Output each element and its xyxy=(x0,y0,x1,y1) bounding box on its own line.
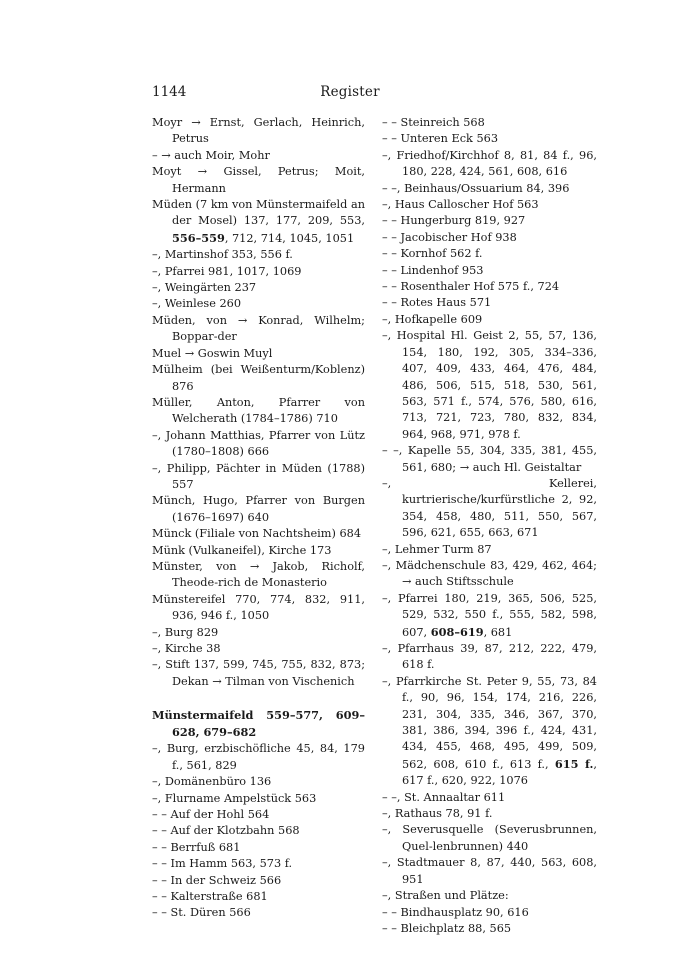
index-entry-text: –, Stift 137, 599, 745, 755, 832, 873; Dekan → Tilman von Vischenich xyxy=(152,658,365,688)
index-entry xyxy=(382,591,597,641)
index-entry xyxy=(152,247,365,263)
index-entry-text: Moyt → Gissel, Petrus; Moit, Hermann xyxy=(152,165,365,195)
index-entry-text: –, Johann Matthias, Pfarrer von Lütz (1780–1808) 666 xyxy=(152,428,365,459)
index-entry-text: –, Pfarrkirche St. Peter 9, 55, 73, 84 f., 90, 96, 154, 174, 216, 226, 231, 304, 335, 346, 367, 370, 381, 386, 394, 396 f., 424, 431, 434, 455, 468, 495, 499, 509, 562, 608, 610 f., 613 f., xyxy=(382,674,597,771)
index-entry xyxy=(382,230,597,246)
index-entry xyxy=(152,526,365,542)
index-entry xyxy=(382,558,597,591)
index-entry-text: –, Philipp, Pächter in Müden (1788) 557 xyxy=(152,461,365,491)
index-entry xyxy=(382,790,597,806)
index-entry xyxy=(152,823,365,839)
index-entry xyxy=(152,264,365,280)
index-entry-text: – –, Beinhaus/Ossuarium 84, 396 xyxy=(382,181,570,195)
index-entry-text-cont: , 617 f., 620, 922, 1076 xyxy=(402,757,597,788)
index-main-heading: Münstermaifeld 559–577, 609–628, 679–682 xyxy=(152,707,365,740)
index-entry-text: –, Hofkapelle 609 xyxy=(382,312,483,326)
index-entry xyxy=(382,888,597,904)
index-entry xyxy=(382,905,597,921)
index-entry xyxy=(382,806,597,822)
index-entry-text: Münk (Vulkaneifel), Kirche 173 xyxy=(152,543,332,557)
index-entry xyxy=(152,395,365,428)
index-entry-text: – – Jacobischer Hof 938 xyxy=(382,230,517,244)
index-entry-text: Müller, Anton, Pfarrer von Welcherath (1784–1786) 710 xyxy=(152,395,365,426)
index-entry-text-cont: , 712, 714, 1045, 1051 xyxy=(224,231,355,245)
index-entry xyxy=(152,840,365,856)
index-entry xyxy=(382,148,597,181)
index-entry-text: –, Pfarrei 981, 1017, 1069 xyxy=(152,264,302,278)
index-entry xyxy=(152,707,365,742)
index-entry-text: Münstereifel 770, 774, 832, 911, 936, 946 f., 1050 xyxy=(152,592,365,623)
running-head: Register xyxy=(320,84,380,100)
index-entry-text: – – Rosenthaler Hof 575 f., 724 xyxy=(382,280,560,294)
index-entry xyxy=(382,246,597,262)
index-entry xyxy=(382,295,597,311)
index-entry-text: Münch, Hugo, Pfarrer von Burgen (1676–1697) 640 xyxy=(152,494,365,524)
index-entry-text: –, Kellerei, kurtrierische/kurfürstliche 2, 92, 354, 458, 480, 511, 550, 567, 596, 621, 655, 663, 671 xyxy=(382,476,597,540)
index-entry xyxy=(382,822,597,855)
index-entry-text: Moyr → Ernst, Gerlach, Heinrich, Petrus xyxy=(152,116,365,146)
index-entry-text: –, Weingärten 237 xyxy=(152,281,257,295)
index-entry-text: – – Kalterstraße 681 xyxy=(152,890,268,904)
index-entry xyxy=(382,213,597,229)
index-entry xyxy=(382,328,597,443)
index-entry-text: Müden, von → Konrad, Wilhelm; Boppar-der xyxy=(152,313,365,344)
index-entry xyxy=(382,263,597,279)
index-entry xyxy=(382,443,597,476)
index-entry-text: – – Rotes Haus 571 xyxy=(382,296,492,310)
index-entry xyxy=(382,131,597,147)
index-entry-text: –, Burg 829 xyxy=(152,625,219,639)
index-entry-text: –, Kirche 38 xyxy=(152,642,221,655)
index-entry xyxy=(152,428,365,461)
index-entry xyxy=(382,855,597,888)
index-entry-text: Münck (Filiale von Nachtsheim) 684 xyxy=(152,527,362,541)
index-entry-text: – – In der Schweiz 566 xyxy=(152,873,282,887)
index-entry xyxy=(382,542,597,558)
index-entry-text: – –, St. Annaaltar 611 xyxy=(382,790,506,804)
index-main-reference: 556–559 xyxy=(172,230,225,245)
index-entry xyxy=(382,921,597,937)
index-column-right xyxy=(382,115,597,937)
index-entry xyxy=(152,115,365,148)
index-entry-text-cont: , 681 xyxy=(483,625,513,639)
index-entry-text: – – Berrfuß 681 xyxy=(152,840,241,854)
index-entry xyxy=(152,592,365,625)
index-entry-text: – – Auf der Hohl 564 xyxy=(152,808,270,822)
index-entry-text: –, Pfarrhaus 39, 87, 212, 222, 479, 618 f. xyxy=(382,642,597,672)
index-entry xyxy=(152,296,365,312)
index-entry xyxy=(152,905,365,921)
index-entry-text: – – Kornhof 562 f. xyxy=(382,247,483,261)
index-entry-text: Muel → Goswin Muyl xyxy=(152,346,273,360)
index-entry-text: Münster, von → Jakob, Richolf, Theode-rich de Monasterio xyxy=(152,559,365,590)
index-entry-text: –, Mädchenschule 83, 429, 462, 464; → auch Stiftsschule xyxy=(382,558,597,589)
index-entry xyxy=(152,741,365,774)
index-entry-text: –, Rathaus 78, 91 f. xyxy=(382,807,493,821)
index-entry-text: –, Weinlese 260 xyxy=(152,297,242,311)
index-entry xyxy=(152,641,365,657)
index-entry-text: – – Steinreich 568 xyxy=(382,116,485,129)
section-gap xyxy=(152,690,365,706)
index-entry xyxy=(152,625,365,641)
index-entry-text: – – Unteren Eck 563 xyxy=(382,132,499,146)
index-entry-text: Mülheim (bei Weißenturm/Koblenz) 876 xyxy=(152,363,365,393)
index-entry xyxy=(152,559,365,592)
index-entry xyxy=(152,461,365,494)
index-entry xyxy=(382,312,597,328)
index-entry-text: –, Flurname Ampelstück 563 xyxy=(152,791,317,805)
index-entry-text: –, Stadtmauer 8, 87, 440, 563, 608, 951 xyxy=(382,856,597,886)
index-entry-text: –, Friedhof/Kirchhof 8, 81, 84 f., 96, 180, 228, 424, 561, 608, 616 xyxy=(382,148,597,179)
index-entry xyxy=(152,889,365,905)
index-entry xyxy=(152,807,365,823)
index-entry xyxy=(152,197,365,247)
index-entry xyxy=(382,181,597,197)
index-entry xyxy=(152,346,365,362)
index-entry xyxy=(152,543,365,559)
index-entry xyxy=(152,791,365,807)
index-entry-text: – –, Kapelle 55, 304, 335, 381, 455, 561, 680; → auch Hl. Geistaltar xyxy=(382,444,597,474)
index-entry xyxy=(382,476,597,542)
index-column-left xyxy=(152,115,365,922)
index-entry xyxy=(152,313,365,346)
index-entry-text: – – Im Hamm 563, 573 f. xyxy=(152,857,293,871)
index-entry-text: –, Burg, erzbischöfliche 45, 84, 179 f., 561, 829 xyxy=(152,742,365,772)
index-entry-text: – – Bleichplatz 88, 565 xyxy=(382,921,512,935)
index-entry-text: – → auch Moir, Mohr xyxy=(152,148,270,162)
index-entry-text: –, Haus Calloscher Hof 563 xyxy=(382,198,539,212)
index-entry xyxy=(382,197,597,213)
index-entry-text: –, Domänenbüro 136 xyxy=(152,775,272,789)
index-entry-text: – – Bindhausplatz 90, 616 xyxy=(382,905,529,919)
index-entry xyxy=(152,164,365,197)
index-entry-text: –, Hospital Hl. Geist 2, 55, 57, 136, 154, 180, 192, 305, 334–336, 407, 409, 433, 464, 476, 484, 486, 506, 515, 518, 530, 561, 563, 571 f., 574, 576, 580, 616, 713, 721, 723, 780, 832, 834, 964, 968, 971, 978 f. xyxy=(382,329,597,441)
index-entry xyxy=(152,148,365,164)
index-entry-text: Müden (7 km von Münstermaifeld an der Mosel) 137, 177, 209, 553, xyxy=(152,198,365,228)
index-main-reference: 615 f. xyxy=(554,756,594,771)
index-main-reference: 608–619 xyxy=(430,624,484,639)
index-entry-text: – – Hungerburg 819, 927 xyxy=(382,214,526,228)
index-entry-text: – – Auf der Klotzbahn 568 xyxy=(152,824,300,838)
index-entry xyxy=(382,279,597,295)
index-entry-text: –, Martinshof 353, 556 f. xyxy=(152,248,293,262)
page-number: 1144 xyxy=(152,84,187,100)
index-entry xyxy=(382,641,597,674)
index-entry xyxy=(152,873,365,889)
index-entry xyxy=(152,280,365,296)
index-entry-text: –, Pfarrei 180, 219, 365, 506, 525, 529, 532, 550 f., 555, 582, 598, 607, xyxy=(382,591,597,639)
index-entry-text: –, Straßen und Plätze: xyxy=(382,889,509,903)
index-entry-text: –, Severusquelle (Severusbrunnen, Quel-lenbrunnen) 440 xyxy=(382,823,597,853)
index-entry xyxy=(152,856,365,872)
index-entry xyxy=(382,115,597,131)
index-entry xyxy=(152,774,365,790)
index-entry-text: –, Lehmer Turm 87 xyxy=(382,542,492,556)
index-entry-text: – – St. Düren 566 xyxy=(152,906,251,920)
index-entry xyxy=(152,493,365,526)
index-entry xyxy=(152,362,365,395)
index-entry xyxy=(382,674,597,790)
index-entry xyxy=(152,657,365,690)
index-entry-text: – – Lindenhof 953 xyxy=(382,263,484,277)
